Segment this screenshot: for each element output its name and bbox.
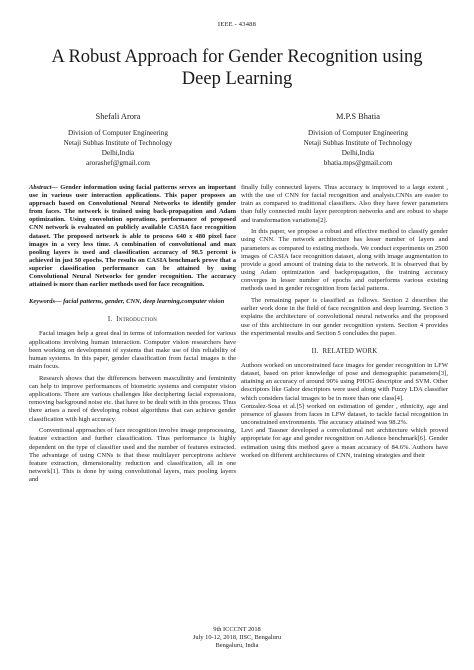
footer-conference: 9th ICCCNT 2018 [213, 626, 261, 633]
left-column [29, 184, 236, 488]
paragraph: The remaining paper is classified as follows. Section 2 describes the earlier work done in the field of face recognition and deep learning. Section 3 explains the architecture of convolutional neural networks and the proposed use of this architecture in our gender recognition system. Section 4 provides the experimental results and Section 5 concludes the paper. [241, 297, 448, 337]
paragraph: Gonzalez-Sosa et al.[5] worked on estimation of gender , ethnicity, age and presence of glasses from faces in LFW dataset, to tackle facial recognition in unconstrained environments. The accuracy attained was 98.2%. [241, 402, 448, 427]
author-institution: Netaji Subhas Institute of Technology [303, 139, 413, 147]
paragraph: Authors worked on unconstrained face images for gender recognition in LFW dataset, based on prior knowledge of pose and demographic parameters[3], attaining an accuracy of around 90% using PHOG descriptor and SVM. Other descriptors like Gabor descriptors were used along with Fuzzy LDA classifier which considers facial images to be in more than one class[4]. [241, 361, 448, 402]
section-heading-introduction [29, 316, 236, 324]
author-dept: Division of Computer Engineering [67, 129, 168, 137]
author-city: Delhi,India [341, 149, 375, 157]
abstract [29, 184, 236, 289]
paper-title: A Robust Approach for Gender Recognition using Deep Learning [51, 47, 423, 89]
abstract-text: Gender information using facial patterns serves an important use in various user interaction applications. This paper proposes an approach based on Convolutional Neural Networks to identify gender from faces. The network is trained using back-propagation and Adam optimization. Using convolution operations, performance of proposed CNN network is evaluated on publicly available CASIA face recognition dataset. The proposed network is able to process 640 x 480 pixel face images in a very less time. A combination of convolutional and max pooling layers is used and classification accuracy of 98.5 percent is achieved in just 50 epochs. The results on CASIA benchmark prove that a superior classification performance can be attained by using Convolutional Neural Networks for gender recognition. The accuracy attained is more than earlier methods used for face recognition. [29, 184, 236, 289]
section-number: II. [311, 347, 319, 355]
author-name: M.P.S Bhatia [336, 112, 380, 121]
page-footer [0, 626, 474, 650]
author-institution: Netaji Subhas Institute of Technology [63, 139, 173, 147]
paragraph: In this paper, we propose a robust and effective method to classify gender using CNN. The network architecture has lesser number of layers and parameters as compared to existing methods. We conduct experiments on 2500 images of CASIA face recognition dataset, along with image augmentation to provide a good amount of training data to the network. It is observed that by using Adam optimization and backpropagation, the training accuracy converges in lesser number of epochs and outperforms various existing methods used in gender recognition from facial patterns. [241, 228, 448, 293]
conference-id: IEEE - 43488 [217, 21, 257, 28]
author-dept: Division of Computer Engineering [307, 129, 408, 137]
section-title: RELATED WORK [322, 347, 378, 355]
right-column [241, 184, 448, 460]
author-block-2 [258, 112, 458, 168]
section-heading-related-work [241, 348, 448, 356]
author-block-1 [18, 112, 218, 168]
footer-dates: July 10-12, 2018, IISC, Bengaluru [192, 634, 282, 641]
paragraph: Conventional approaches of face recognition involve image preprocessing, feature extraction and further classification. Thus performance is highly dependent on the type of classifier used and the number of features extracted. The advantage of using CNNs is that these multilayer perceptrons achieve feature extraction, dimensionality reduction and classification, all in one network[1]. This is done by using convolutional layers, max pooling layers and [29, 427, 236, 484]
author-name: Shefali Arora [95, 112, 141, 121]
paragraph: Facial images help a great deal in terms of information needed for various applications involving human interaction. Computer vision researchers have been working on development of systems that make use of this reliability of human systems. In this paper, gender classification from facial images is the main focus. [29, 330, 236, 371]
footer-location: Bengaluru, India [215, 642, 259, 649]
paragraph: finally fully connected layers. Thus accuracy is improved to a large extent , with the use of CNN for facial recognition and analysis.CNNs are easier to train as compared to traditional classifiers. Also they have fewer parameters than fully connected multi layer perceptron networks and are robust to shape and transformation variations[2]. [241, 184, 448, 224]
paragraph: Levi and Tassner developed a convolutional net architecture which proved appropriate for age and gender recognition on Adience benchmark[6]. Gender estimation using this method gave a mean accuracy of 84.6%. Authors have worked on different architectures of CNN, training strategies and their [241, 427, 448, 459]
author-email: bhatia.mps@gmail.com [323, 159, 393, 167]
section-number: I. [107, 316, 113, 324]
section-title: Introduction [116, 316, 158, 324]
abstract-lead: Abstract— [29, 184, 58, 191]
keywords: Keywords— facial patterns, gender, CNN, deep learning,computer vision [29, 298, 225, 306]
author-email: arorashef@gmail.com [86, 159, 150, 167]
paragraph: Research shows that the differences between masculinity and femininity can help to improve performances of biometric systems and computer vision applications. There are various challenges like deciphering facial expressions, removing background noise etc. that have to be dealt with in this process. Thus there arises a need of developing robust algorithms that can achieve gender classification with high accuracy. [29, 374, 236, 423]
author-city: Delhi,India [101, 149, 135, 157]
